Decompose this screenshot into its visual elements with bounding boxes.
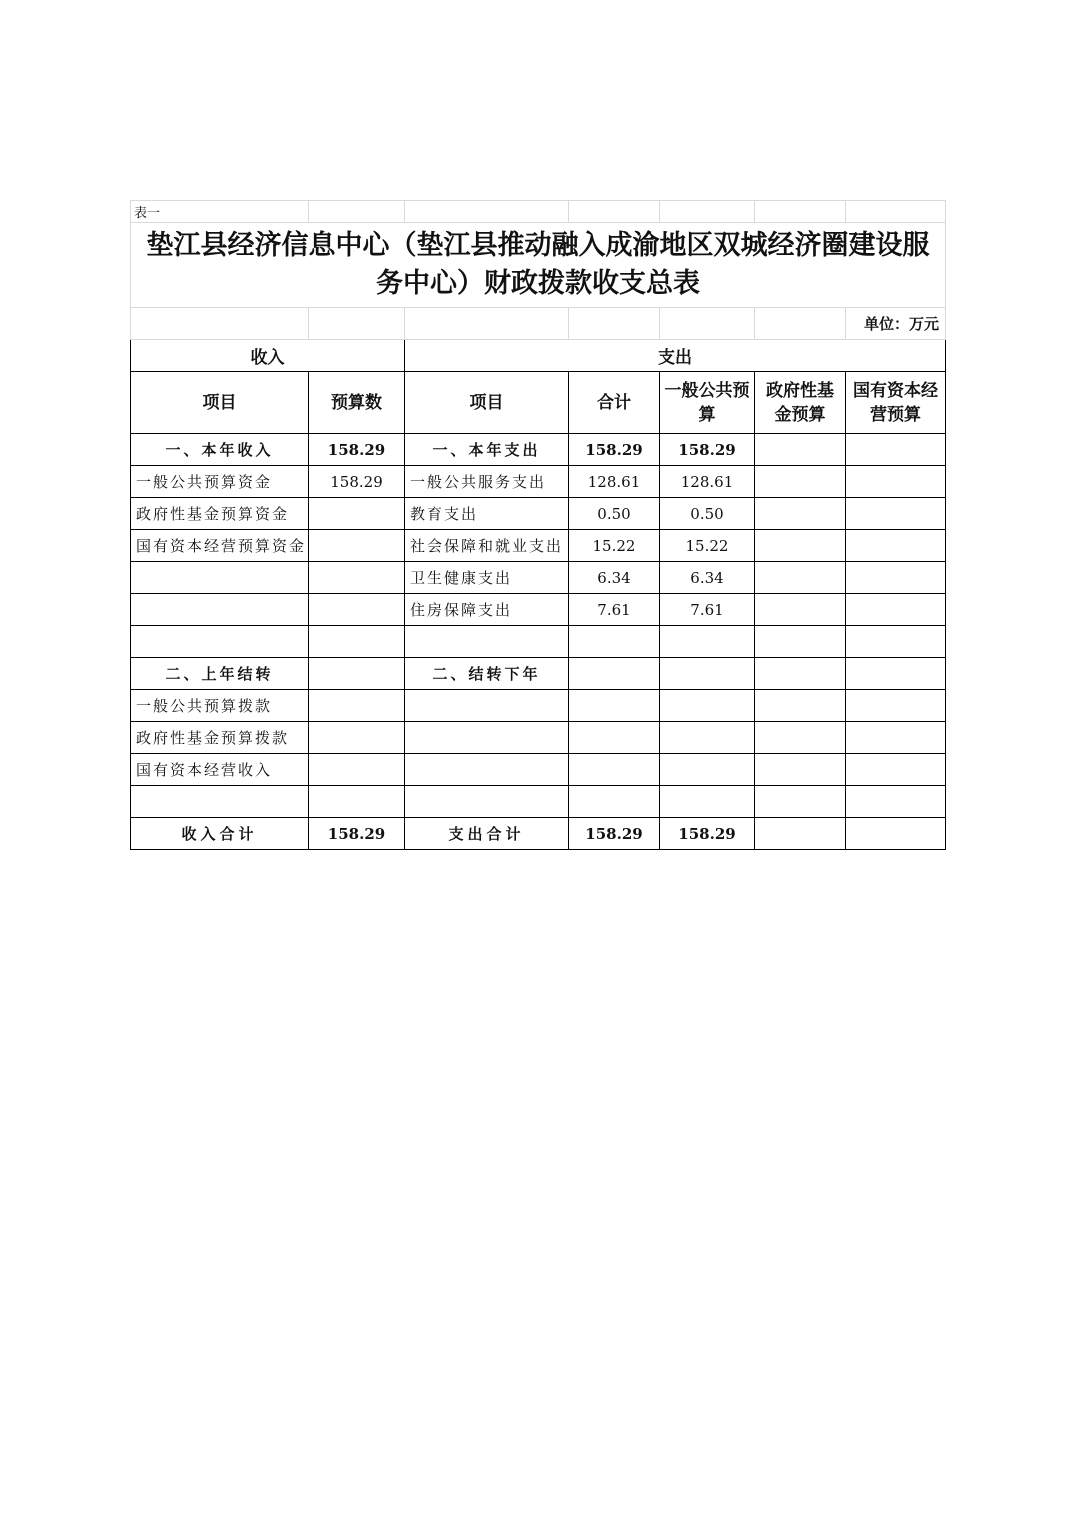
col-budget-amount: 预算数 [309,372,405,434]
amount-cell: 15.22 [569,530,660,562]
amount-cell [846,530,946,562]
amount-cell: 0.50 [569,498,660,530]
item-cell: 一般公共预算资金 [131,466,309,498]
col-government-fund-budget: 政府性基金预算 [755,372,846,434]
amount-cell [846,466,946,498]
item-cell [405,626,569,658]
item-cell [405,754,569,786]
item-cell: 支出合计 [405,818,569,850]
amount-cell [846,626,946,658]
amount-cell [755,626,846,658]
col-income-item: 项目 [131,372,309,434]
amount-cell [846,434,946,466]
amount-cell: 158.29 [309,466,405,498]
table-row [131,722,946,754]
amount-cell [569,658,660,690]
grid-cell [405,308,569,340]
amount-cell: 158.29 [660,434,755,466]
section-row [131,658,946,690]
amount-cell: 158.29 [660,818,755,850]
table-row [131,562,946,594]
item-cell: 一般公共预算拨款 [131,690,309,722]
fiscal-summary-table [130,200,946,850]
item-cell: 二、结转下年 [405,658,569,690]
amount-cell [755,530,846,562]
amount-cell [569,754,660,786]
budget-sheet [130,200,945,850]
item-cell [131,562,309,594]
table-row [131,786,946,818]
item-cell [131,626,309,658]
table-row [131,530,946,562]
amount-cell [660,658,755,690]
amount-cell: 7.61 [569,594,660,626]
table-row [131,594,946,626]
item-cell: 国有资本经营收入 [131,754,309,786]
item-cell [405,722,569,754]
item-cell: 一、本年收入 [131,434,309,466]
amount-cell [755,466,846,498]
amount-cell [846,562,946,594]
amount-cell: 128.61 [569,466,660,498]
item-cell: 教育支出 [405,498,569,530]
title-row [131,223,946,308]
item-cell: 收入合计 [131,818,309,850]
table-label: 表一 [131,201,309,223]
grid-cell [660,308,755,340]
grid-cell [405,201,569,223]
amount-cell [569,786,660,818]
amount-cell [309,498,405,530]
header-row-columns [131,372,946,434]
amount-cell: 7.61 [660,594,755,626]
amount-cell [755,658,846,690]
amount-cell [755,754,846,786]
amount-cell [755,594,846,626]
amount-cell [309,690,405,722]
amount-cell: 0.50 [660,498,755,530]
amount-cell [755,818,846,850]
amount-cell [846,658,946,690]
grid-cell [309,308,405,340]
amount-cell [309,658,405,690]
income-header: 收入 [131,340,405,372]
amount-cell [846,594,946,626]
amount-cell: 15.22 [660,530,755,562]
item-cell: 一、本年支出 [405,434,569,466]
grid-cell [309,201,405,223]
expense-header: 支出 [405,340,946,372]
item-cell: 二、上年结转 [131,658,309,690]
section-row [131,434,946,466]
table-row [131,754,946,786]
unit-row [131,308,946,340]
amount-cell [660,754,755,786]
amount-cell [846,754,946,786]
amount-cell [309,754,405,786]
item-cell: 卫生健康支出 [405,562,569,594]
header-row-top [131,340,946,372]
amount-cell [755,786,846,818]
amount-cell [309,786,405,818]
amount-cell [846,786,946,818]
amount-cell [846,498,946,530]
item-cell: 一般公共服务支出 [405,466,569,498]
col-expense-item: 项目 [405,372,569,434]
amount-cell [309,530,405,562]
amount-cell [309,722,405,754]
amount-cell: 6.34 [660,562,755,594]
amount-cell: 6.34 [569,562,660,594]
grid-cell [569,201,660,223]
amount-cell [755,562,846,594]
item-cell: 社会保障和就业支出 [405,530,569,562]
amount-cell [846,722,946,754]
amount-cell [660,786,755,818]
grid-cell [846,201,946,223]
item-cell [131,786,309,818]
amount-cell [755,722,846,754]
amount-cell: 158.29 [309,434,405,466]
amount-cell [569,690,660,722]
amount-cell [755,498,846,530]
amount-cell [660,626,755,658]
item-cell [131,594,309,626]
grid-cell [755,201,846,223]
table-row [131,626,946,658]
unit-label: 单位：万元 [846,308,946,340]
grid-cell [660,201,755,223]
amount-cell [309,562,405,594]
grid-cell [131,308,309,340]
amount-cell [309,626,405,658]
amount-cell: 158.29 [309,818,405,850]
amount-cell: 158.29 [569,434,660,466]
amount-cell [755,690,846,722]
amount-cell [569,626,660,658]
amount-cell [846,818,946,850]
item-cell: 国有资本经营预算资金 [131,530,309,562]
item-cell [405,690,569,722]
page-title: 垫江县经济信息中心（垫江县推动融入成渝地区双城经济圈建设服务中心）财政拨款收支总表 [131,223,946,308]
grid-cell [755,308,846,340]
amount-cell [569,722,660,754]
col-total: 合计 [569,372,660,434]
table-row [131,690,946,722]
table-row [131,498,946,530]
item-cell: 住房保障支出 [405,594,569,626]
amount-cell [309,594,405,626]
amount-cell [755,434,846,466]
item-cell: 政府性基金预算资金 [131,498,309,530]
item-cell [405,786,569,818]
item-cell: 政府性基金预算拨款 [131,722,309,754]
amount-cell [846,690,946,722]
grid-cell [569,308,660,340]
amount-cell: 128.61 [660,466,755,498]
table-row [131,466,946,498]
col-general-public-budget: 一般公共预算 [660,372,755,434]
amount-cell: 158.29 [569,818,660,850]
label-row [131,201,946,223]
total-row [131,818,946,850]
amount-cell [660,722,755,754]
col-state-capital-budget: 国有资本经营预算 [846,372,946,434]
amount-cell [660,690,755,722]
